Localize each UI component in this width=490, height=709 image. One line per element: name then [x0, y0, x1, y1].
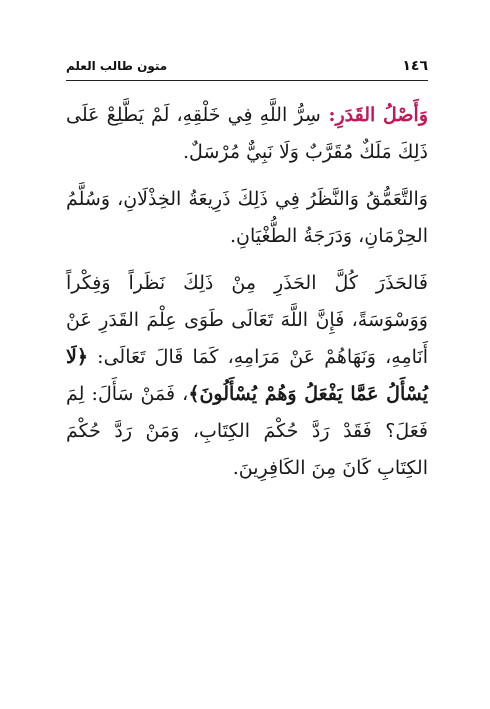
paragraph-text: سِرُّ اللَّهِ فِي خَلْقِهِ، لَمْ يَطَّلِعْ عَلَى ذَلِكَ مَلَكٌ مُقَرَّبٌ وَلَا نَبِيٌّ مُرْسَلٌ.: [66, 104, 428, 163]
paragraph-text: ، فَمَنْ سَأَلَ: لِمَ فَعَلَ؟ فَقَدْ رَدَّ حُكْمَ الكِتَابِ، وَمَنْ رَدَّ حُكْمَ الكِتَابِ كَانَ مِنَ الكَافِرِينَ.: [66, 383, 428, 479]
paragraph-text: وَالتَّعَمُّقُ وَالنَّظَرُ فِي ذَلِكَ ذَرِيعَةُ الخِذْلَانِ، وَسُلَّمُ الحِرْمَانِ، وَدَرَجَةُ الطُّغْيَانِ.: [66, 188, 428, 247]
page-number: ١٤٦: [402, 58, 428, 74]
paragraph-text: فَالحَذَرَ كُلَّ الحَذَرِ مِنْ ذَلِكَ نَظَراً وَفِكْراً وَوَسْوَسَةً، فَإِنَّ اللَّهَ تَعَالَى طَوَى عِلْمَ القَدَرِ عَنْ أَنَامِهِ، وَنَهَاهُمْ عَنْ مَرَامِهِ، كَمَا قَالَ تَعَالَى:: [66, 272, 428, 368]
book-title: متون طالب العلم: [66, 59, 168, 73]
running-header: [66, 56, 428, 76]
highlighted-term: وَأَصْلُ القَدَرِ: [335, 104, 428, 126]
term-separator: :: [320, 104, 336, 126]
paragraph-origin-of-qadar: [66, 97, 428, 171]
quran-verse: ﴿لَا يُسْأَلُ عَمَّا يَفْعَلُ وَهُمْ يُسْأَلُونَ﴾: [66, 346, 428, 405]
paragraph-delving: [66, 181, 428, 255]
paragraph-caution: [66, 265, 428, 487]
header-divider: [66, 80, 428, 81]
main-text: [66, 97, 428, 497]
